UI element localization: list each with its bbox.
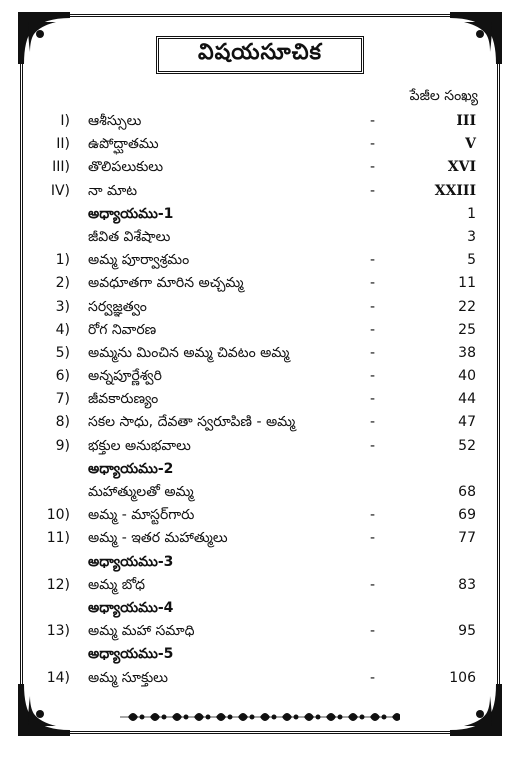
item-title: జీవిత విశేషాలు	[88, 228, 171, 245]
item-title: తొలిపలుకులు	[88, 159, 164, 176]
corner-ornament-icon	[450, 12, 502, 64]
item-title: అధ్యాయము-5	[88, 646, 174, 663]
item-number: 11)	[46, 530, 70, 547]
item-number: 8)	[55, 414, 70, 431]
contents-row	[0, 226, 520, 249]
item-page: 106	[449, 669, 476, 686]
contents-row	[0, 342, 520, 365]
item-title: అధ్యాయము-2	[88, 460, 174, 477]
item-page: 44	[458, 391, 476, 408]
item-dash: -	[370, 530, 376, 547]
contents-row	[0, 620, 520, 643]
contents-row	[0, 574, 520, 597]
item-title: అమ్మ సూక్తులు	[88, 669, 168, 686]
item-dash: -	[370, 623, 376, 640]
item-page: XVI	[447, 159, 476, 176]
item-page: 40	[458, 368, 476, 385]
item-page: 47	[458, 414, 476, 431]
item-title: అన్నపూర్ణేశ్వరి	[88, 368, 162, 385]
item-number: 13)	[46, 623, 70, 640]
pages-column-header: పేజీల సంఖ్య	[409, 88, 478, 104]
item-dash: -	[370, 576, 376, 593]
item-page: 5	[467, 252, 476, 269]
item-dash: -	[370, 368, 376, 385]
contents-row	[0, 481, 520, 504]
item-dash: -	[370, 507, 376, 524]
chapter-heading	[0, 597, 520, 620]
item-title: అవధూతగా మారిన అచ్చమ్మ	[88, 275, 244, 292]
item-title: అమ్మ మహా సమాధి	[88, 623, 195, 640]
item-number: 12)	[46, 576, 70, 593]
item-number: 6)	[55, 368, 70, 385]
item-title: అమ్మను మించిన అమ్మ చివటం అమ్మ	[88, 344, 290, 361]
chapter-heading	[0, 551, 520, 574]
item-title: ఆశీస్సులు	[88, 113, 142, 129]
item-title: అమ్మ - ఇతర మహాత్ములు	[88, 530, 228, 547]
contents-row	[0, 180, 520, 203]
page-title: విషయసూచిక	[156, 36, 364, 74]
chapter-heading	[0, 643, 520, 666]
item-dash: -	[370, 391, 376, 408]
item-number: IV)	[50, 182, 70, 199]
item-dash: -	[370, 136, 376, 153]
item-number: 1)	[55, 252, 70, 269]
item-number: I)	[60, 113, 70, 129]
item-page: 52	[458, 437, 476, 454]
item-title: అధ్యాయము-4	[88, 599, 174, 616]
item-title: అధ్యాయము-3	[88, 553, 174, 570]
contents-row	[0, 411, 520, 434]
item-number: 14)	[46, 669, 70, 686]
item-page: 83	[458, 576, 476, 593]
item-page: 38	[458, 344, 476, 361]
contents-row	[0, 504, 520, 527]
item-page: 11	[458, 275, 476, 292]
chapter-heading	[0, 458, 520, 481]
item-dash: -	[370, 182, 376, 199]
item-title: జీవకారుణ్యం	[88, 391, 159, 408]
item-dash: -	[370, 275, 376, 292]
contents-row	[0, 110, 520, 133]
item-number: 2)	[55, 275, 70, 292]
item-page: 68	[458, 484, 476, 500]
item-title: ఉపోద్ఘాతము	[88, 136, 159, 153]
item-title: అమ్మ పూర్వాశ్రమం	[88, 252, 190, 269]
contents-row	[0, 156, 520, 179]
contents-row	[0, 527, 520, 550]
item-page: 95	[458, 623, 476, 640]
corner-ornament-icon	[18, 12, 70, 64]
contents-row	[0, 667, 520, 690]
item-dash: -	[370, 437, 376, 454]
item-title: నా మాట	[88, 182, 138, 199]
contents-list	[0, 110, 520, 690]
item-title: అమ్మ బోధ	[88, 576, 145, 593]
item-title: అధ్యాయము-1	[88, 205, 174, 222]
item-page: V	[465, 136, 476, 153]
floral-border-icon	[120, 707, 400, 727]
item-page: 77	[458, 530, 476, 547]
item-page: 3	[467, 228, 476, 245]
item-number: 5)	[55, 344, 70, 361]
corner-ornament-icon	[18, 684, 70, 736]
contents-row	[0, 249, 520, 272]
item-number: 10)	[46, 507, 70, 524]
item-dash: -	[370, 298, 376, 315]
item-dash: -	[370, 344, 376, 361]
chapter-heading	[0, 203, 520, 226]
contents-row	[0, 388, 520, 411]
item-number: 7)	[55, 391, 70, 408]
item-number: III)	[52, 159, 70, 176]
item-page: III	[456, 113, 476, 129]
item-dash: -	[370, 414, 376, 431]
contents-row	[0, 319, 520, 342]
item-number: 4)	[55, 321, 70, 338]
item-page: 69	[458, 507, 476, 524]
item-page: 1	[467, 205, 476, 222]
item-dash: -	[370, 669, 376, 686]
contents-row	[0, 435, 520, 458]
item-title: రోగ నివారణ	[88, 321, 157, 338]
item-page: 22	[458, 298, 476, 315]
item-number: 3)	[55, 298, 70, 315]
corner-ornament-icon	[450, 684, 502, 736]
item-title: సకల సాధు, దేవతా స్వరూపిణి - అమ్మ	[88, 414, 296, 431]
contents-row	[0, 365, 520, 388]
item-title: మహాత్ములతో అమ్మ	[88, 484, 194, 500]
item-number: 9)	[55, 437, 70, 454]
item-page: 25	[458, 321, 476, 338]
item-dash: -	[370, 113, 376, 129]
contents-row	[0, 133, 520, 156]
contents-row	[0, 272, 520, 295]
item-title: భక్తుల అనుభవాలు	[88, 437, 191, 454]
contents-row	[0, 296, 520, 319]
item-dash: -	[370, 159, 376, 176]
item-number: II)	[56, 136, 70, 153]
item-dash: -	[370, 321, 376, 338]
item-title: సర్వజ్ఞత్వం	[88, 298, 147, 315]
item-dash: -	[370, 252, 376, 269]
item-title: అమ్మ - మాస్టర్‌గారు	[88, 507, 195, 524]
item-page: XXIII	[434, 182, 476, 199]
